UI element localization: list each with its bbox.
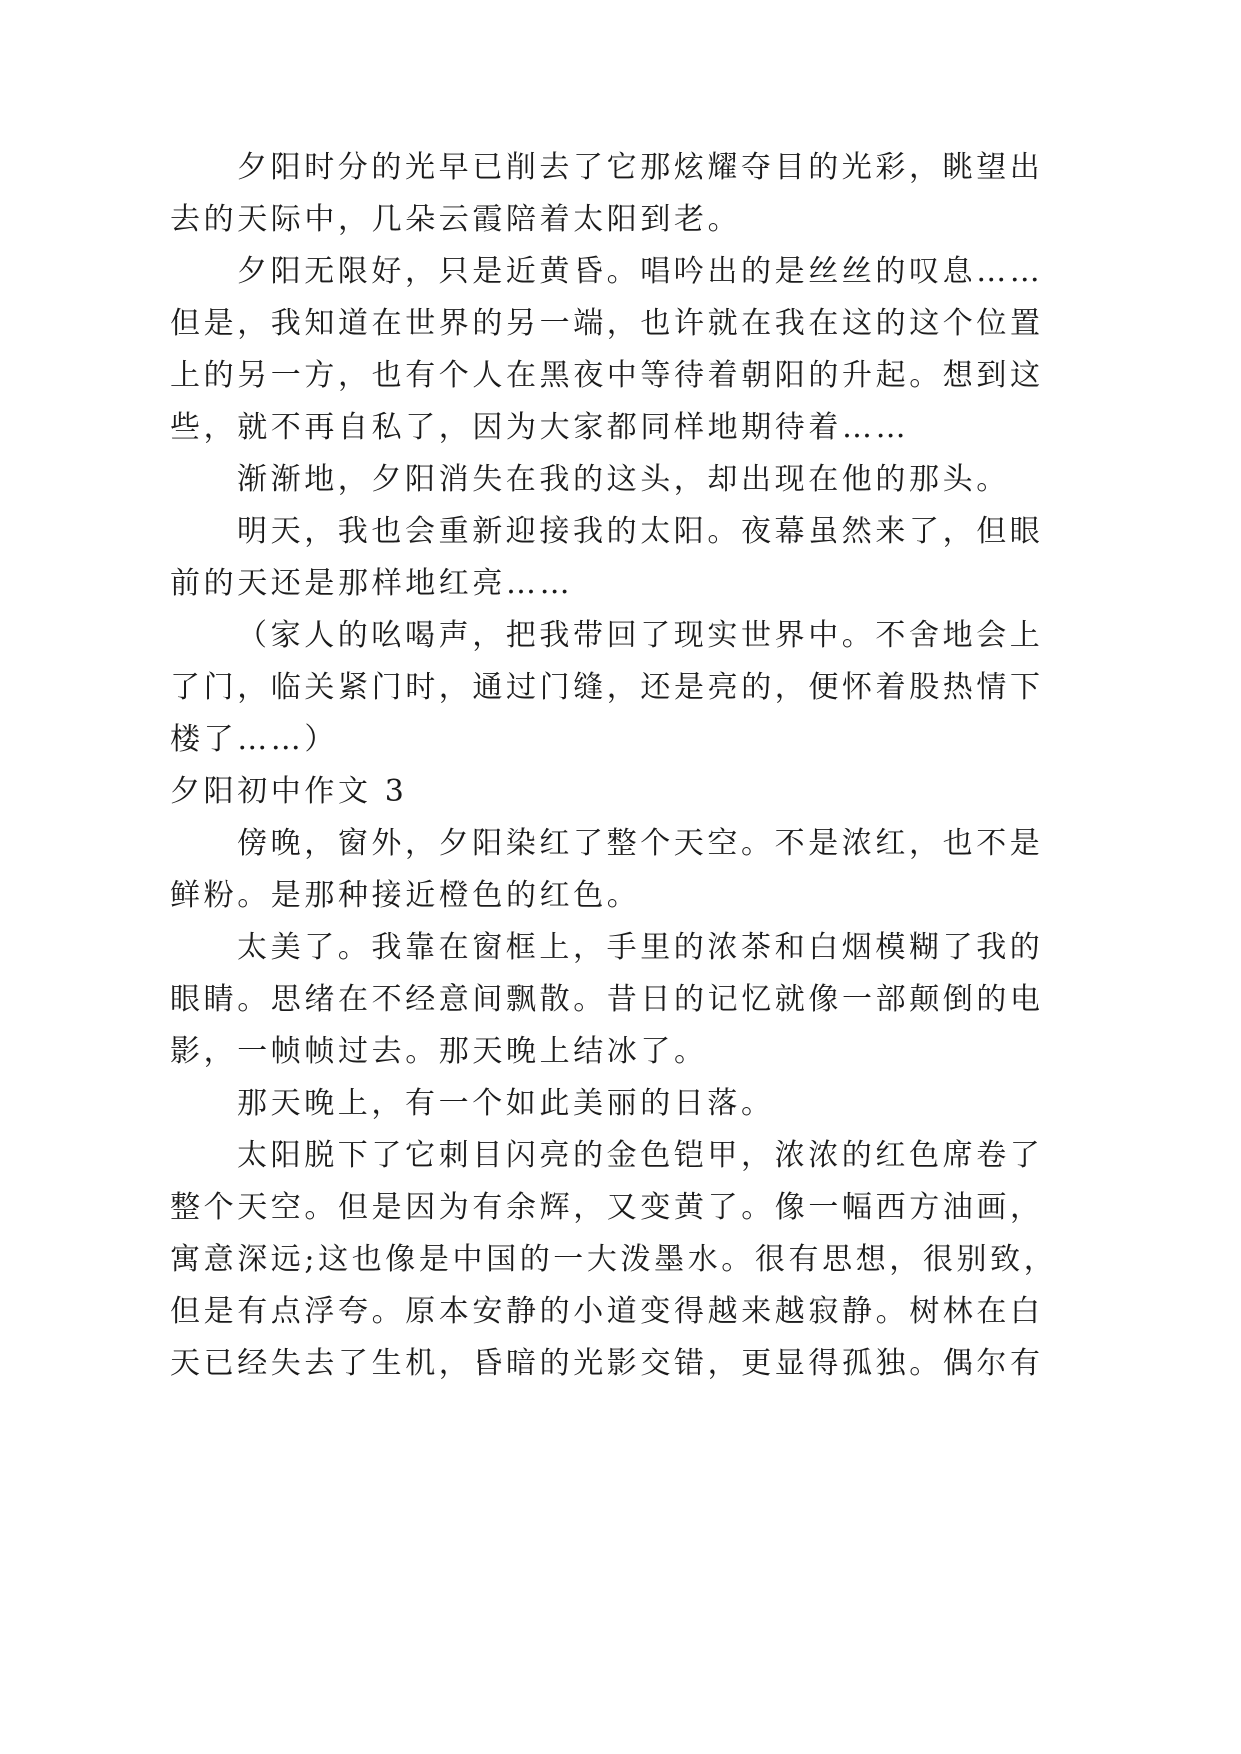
text-line: （家人的吆喝声，把我带回了现实世界中。不舍地会上 (237, 618, 1044, 653)
section-heading: 夕阳初中作文 3 (170, 774, 408, 809)
text-line: 但是，我知道在世界的另一端，也许就在我在这的这个位置 (170, 306, 1044, 341)
paragraph (170, 1130, 1070, 1390)
text-line: 前的天还是那样地红亮…… (170, 566, 574, 601)
paragraph (170, 922, 1070, 1078)
text-line: 那天晚上，有一个如此美丽的日落。 (237, 1086, 775, 1121)
paragraph (170, 818, 1070, 922)
paragraph (170, 610, 1070, 766)
paragraph (170, 454, 1070, 506)
text-line: 夕阳无限好，只是近黄昏。唱吟出的是丝丝的叹息…… (237, 254, 1044, 289)
paragraph (170, 142, 1070, 246)
text-line: 些，就不再自私了，因为大家都同样地期待着…… (170, 410, 910, 445)
text-line: 眼睛。思绪在不经意间飘散。昔日的记忆就像一部颠倒的电 (170, 982, 1044, 1017)
text-line: 渐渐地，夕阳消失在我的这头，却出现在他的那头。 (237, 462, 1010, 497)
paragraph (170, 506, 1070, 610)
text-line: 但是有点浮夸。原本安静的小道变得越来越寂静。树林在白 (170, 1294, 1044, 1329)
text-line: 太阳脱下了它刺目闪亮的金色铠甲，浓浓的红色席卷了 (237, 1138, 1044, 1173)
text-line: 了门，临关紧门时，通过门缝，还是亮的，便怀着股热情下 (170, 670, 1044, 705)
text-line: 上的另一方，也有个人在黑夜中等待着朝阳的升起。想到这 (170, 358, 1044, 393)
text-line: 去的天际中，几朵云霞陪着太阳到老。 (170, 202, 742, 237)
text-line: 傍晚，窗外，夕阳染红了整个天空。不是浓红，也不是 (237, 826, 1044, 861)
text-line: 鲜粉。是那种接近橙色的红色。 (170, 878, 641, 913)
text-line: 楼了……） (170, 722, 338, 757)
text-line: 整个天空。但是因为有余辉，又变黄了。像一幅西方油画， (170, 1190, 1044, 1225)
paragraph (170, 246, 1070, 454)
text-line: 天已经失去了生机，昏暗的光影交错，更显得孤独。偶尔有 (170, 1346, 1044, 1381)
document-body (170, 142, 1070, 1390)
text-line: 明天，我也会重新迎接我的太阳。夜幕虽然来了，但眼 (237, 514, 1044, 549)
text-line: 太美了。我靠在窗框上，手里的浓茶和白烟模糊了我的 (237, 930, 1044, 965)
text-line: 夕阳时分的光早已削去了它那炫耀夺目的光彩，眺望出 (237, 150, 1044, 185)
text-line: 影，一帧帧过去。那天晚上结冰了。 (170, 1034, 708, 1069)
paragraph (170, 1078, 1070, 1130)
text-line: 寓意深远;这也像是中国的一大泼墨水。很有思想，很别致， (170, 1242, 1058, 1277)
